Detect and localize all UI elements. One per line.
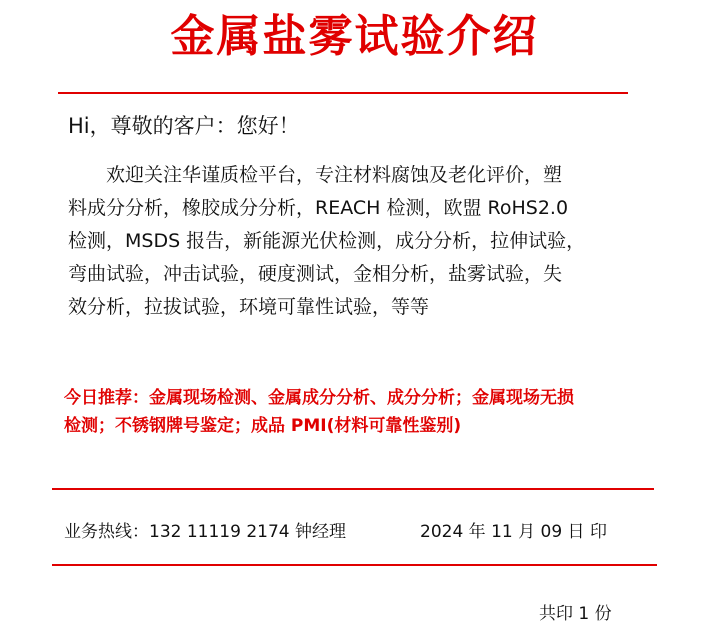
intro-line: 检测，MSDS 报告，新能源光伏检测，成分分析，拉伸试验，	[68, 230, 586, 252]
top-divider	[58, 92, 628, 94]
document-title: 金属盐雾试验介绍	[170, 11, 539, 62]
middle-divider	[52, 488, 654, 490]
intro-line: 弯曲试验，冲击试验，硬度测试，金相分析，盐雾试验，失	[68, 263, 563, 285]
recommendation-line: 今日推荐：金属现场检测、金属成分分析、成分分析；金属现场无损	[64, 388, 574, 408]
print-date: 2024 年 11 月 09 日 印	[420, 522, 607, 542]
intro-line: 效分析，拉拔试验，环境可靠性试验，等等	[68, 296, 430, 318]
business-hotline: 业务热线：132 11119 2174 钟经理	[64, 522, 347, 542]
bottom-divider	[52, 564, 657, 566]
recommendation-line: 检测；不锈钢牌号鉴定；成品 PMI(材料可靠性鉴别)	[64, 416, 462, 436]
intro-paragraph	[68, 159, 633, 324]
intro-line: 料成分分析，橡胶成分分析，REACH 检测，欧盟 RoHS2.0	[68, 197, 569, 219]
greeting-text: Hi，尊敬的客户：您好！	[68, 114, 300, 138]
recommendation-text	[64, 384, 644, 440]
intro-line: 欢迎关注华谨质检平台，专注材料腐蚀及老化评价，塑	[106, 164, 563, 186]
print-copies: 共印 1 份	[539, 604, 612, 624]
